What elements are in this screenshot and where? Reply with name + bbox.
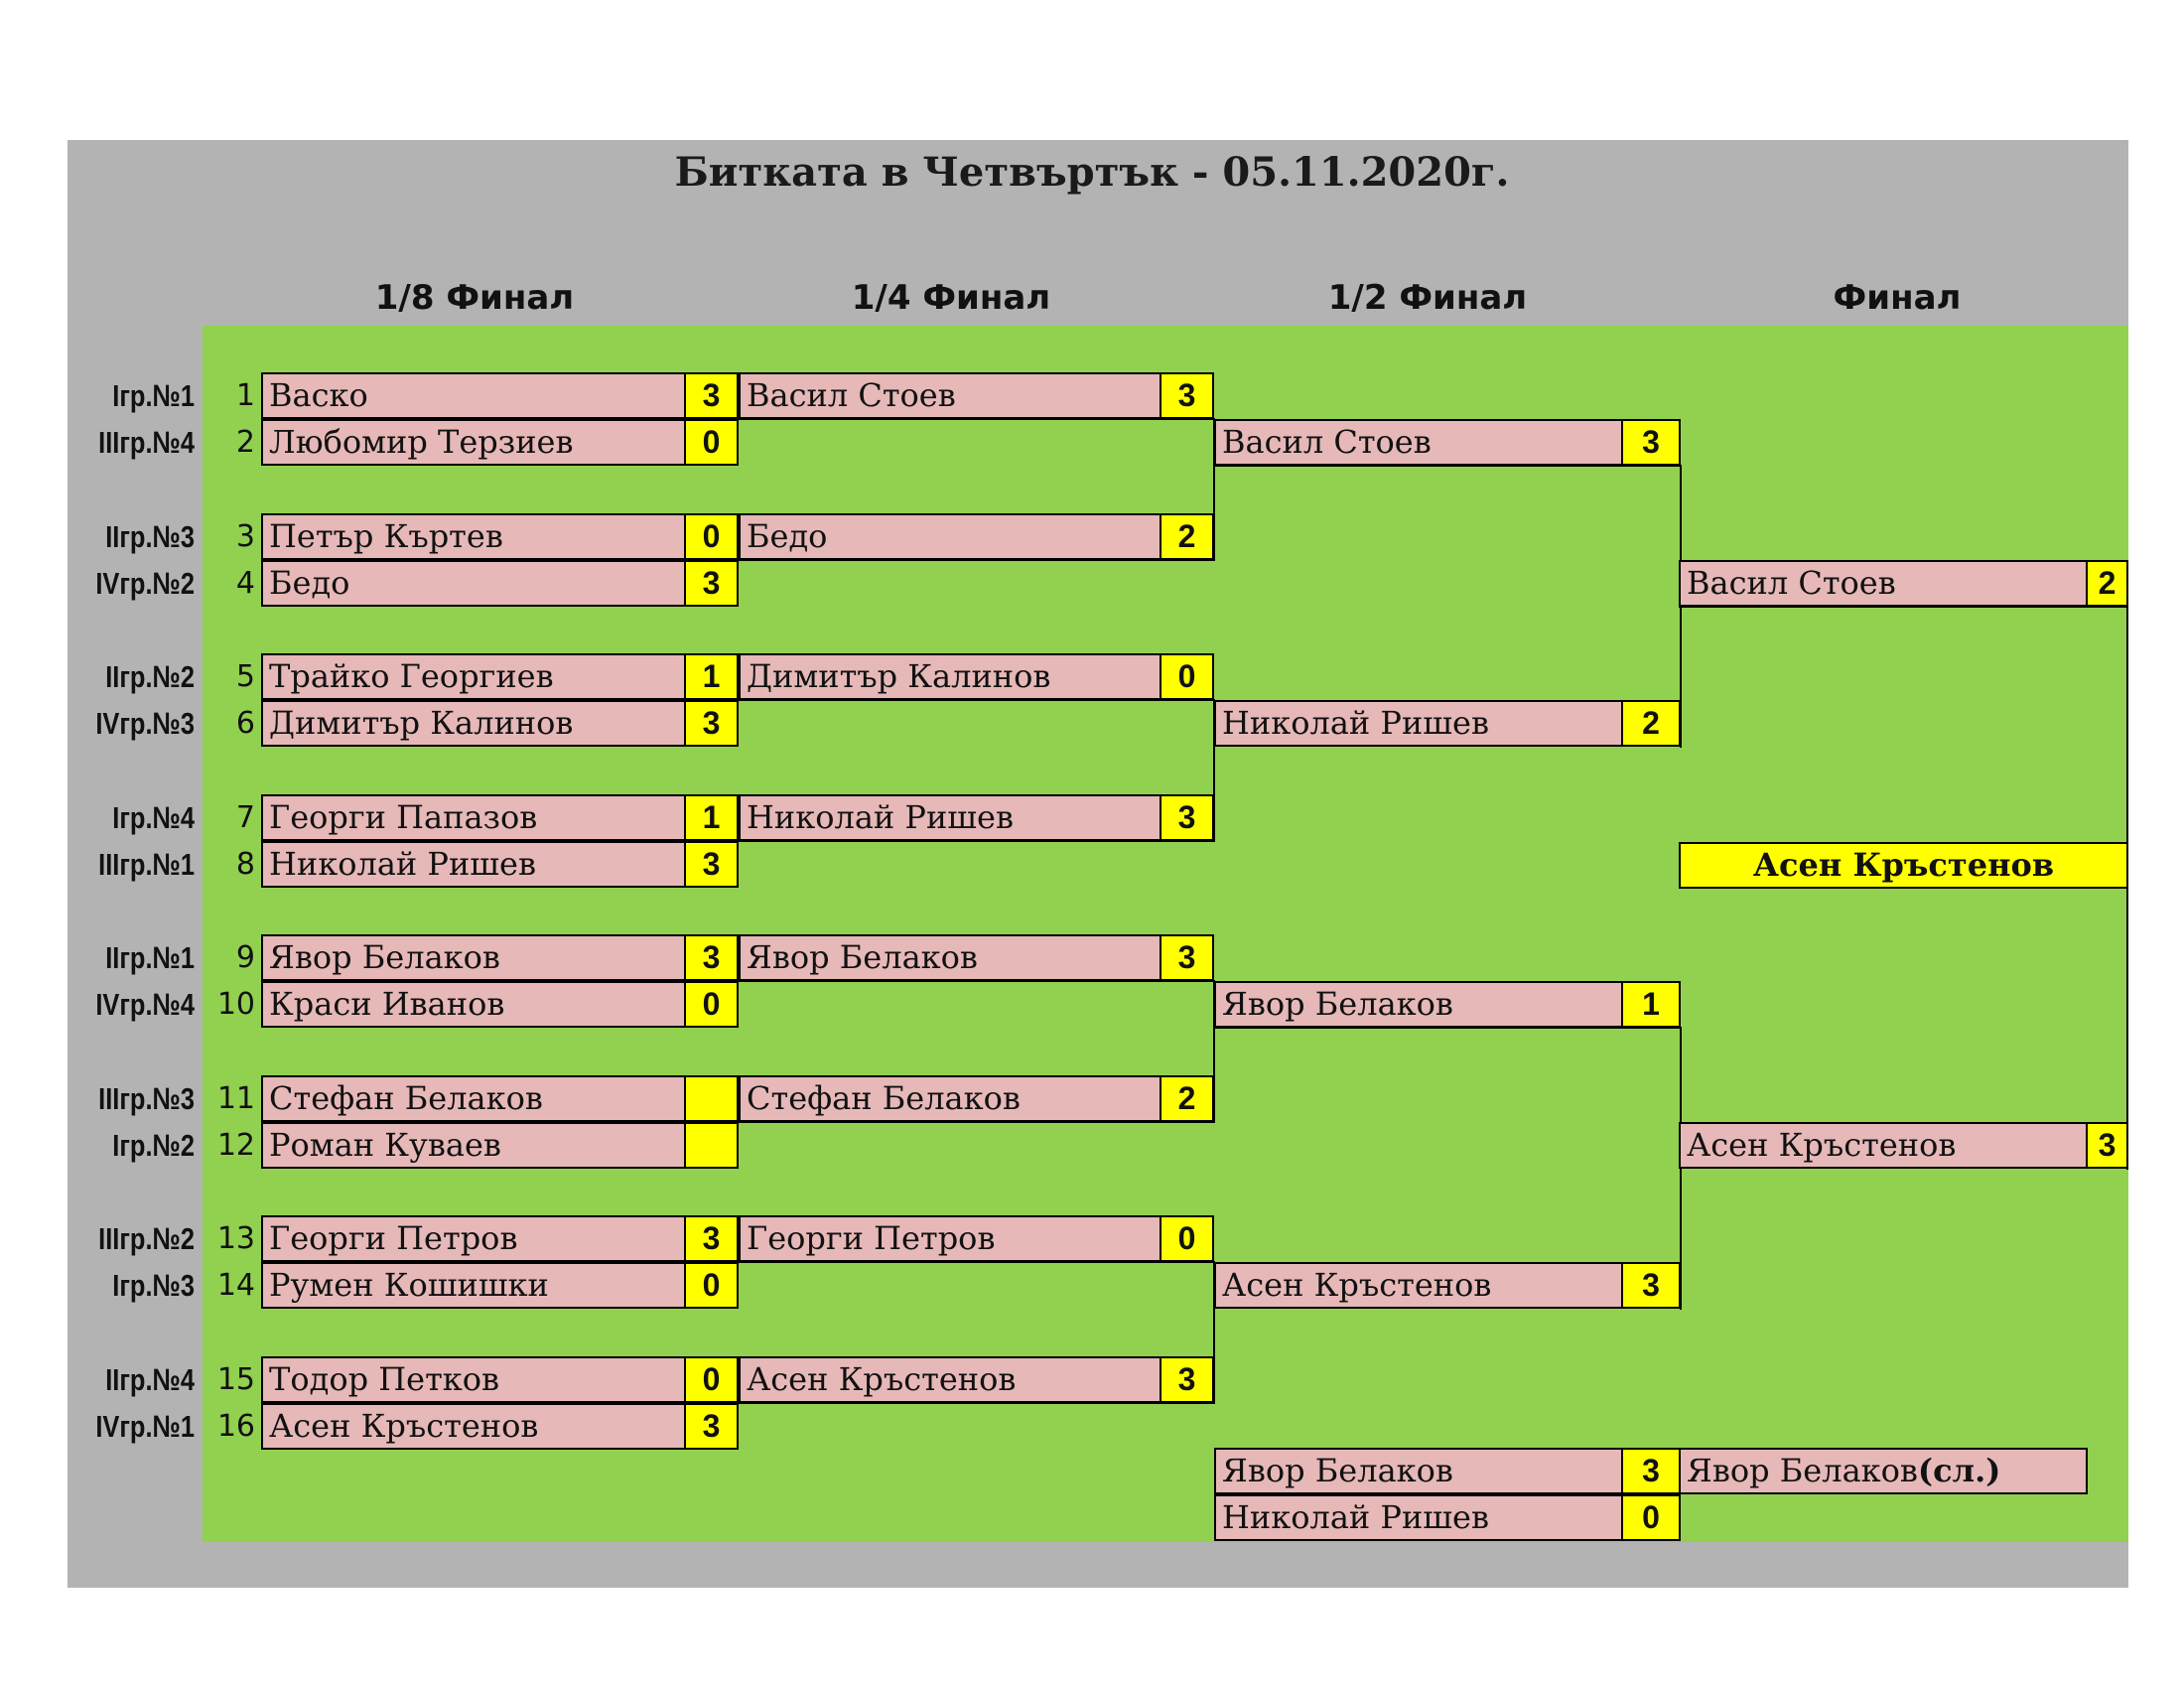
page-title: Битката в Четвъртък - 05.11.2020г. xyxy=(674,149,1510,196)
final-score: 2 xyxy=(2086,560,2128,607)
seed-number: 4 xyxy=(235,566,255,601)
group-label: IIIгр.№2 xyxy=(98,1221,195,1256)
seed-number: 9 xyxy=(235,940,255,975)
round16-name: Георги Папазов xyxy=(261,794,686,841)
final-name: Васил Стоев xyxy=(1679,560,2088,607)
third-place-name: Явор Белаков xyxy=(1214,1448,1623,1494)
bracket-line xyxy=(739,980,1214,982)
quarterfinal-score: 0 xyxy=(1160,653,1214,700)
round16-score: 3 xyxy=(684,1215,739,1262)
quarterfinal-score: 3 xyxy=(1160,372,1214,419)
round16-name: Васко xyxy=(261,372,686,419)
seed-number: 8 xyxy=(235,847,255,882)
header-semifinals: 1/2 Финал xyxy=(1327,278,1528,318)
seed-number: 13 xyxy=(216,1221,255,1256)
group-label: IIгр.№1 xyxy=(105,940,195,975)
round16-score: 3 xyxy=(684,700,739,747)
seed-number: 10 xyxy=(216,987,255,1022)
seed-number: 7 xyxy=(235,800,255,835)
round16-name: Стефан Белаков xyxy=(261,1075,686,1122)
final-name: Асен Кръстенов xyxy=(1679,1122,2088,1169)
round16-name: Димитър Калинов xyxy=(261,700,686,747)
quarterfinal-score: 3 xyxy=(1160,1356,1214,1403)
bracket-line xyxy=(1679,606,2128,608)
semifinal-score: 1 xyxy=(1621,981,1681,1028)
round16-name: Любомир Терзиев xyxy=(261,419,686,466)
third-place-suffix: (сл.) xyxy=(1917,1452,2001,1489)
round16-score: 0 xyxy=(684,981,739,1028)
bracket-line xyxy=(739,1402,1214,1404)
bracket-line xyxy=(1214,465,1681,467)
round16-score: 3 xyxy=(684,560,739,607)
round16-score: 0 xyxy=(684,419,739,466)
bracket-line xyxy=(739,559,1214,561)
round16-score: 3 xyxy=(684,934,739,981)
round16-name: Трайко Георгиев xyxy=(261,653,686,700)
quarterfinal-score: 2 xyxy=(1160,513,1214,560)
final-score: 3 xyxy=(2086,1122,2128,1169)
round16-score: 0 xyxy=(684,1262,739,1309)
seed-number: 12 xyxy=(216,1128,255,1163)
semifinal-name: Васил Стоев xyxy=(1214,419,1623,466)
seed-number: 5 xyxy=(235,659,255,694)
round16-score: 3 xyxy=(684,372,739,419)
group-label: IIгр.№2 xyxy=(105,659,195,694)
seed-number: 11 xyxy=(216,1081,255,1116)
header-round-of-16: 1/8 Финал xyxy=(374,278,575,318)
seed-number: 2 xyxy=(235,425,255,460)
quarterfinal-score: 3 xyxy=(1160,934,1214,981)
quarterfinal-score: 3 xyxy=(1160,794,1214,841)
group-label: Iгр.№1 xyxy=(112,378,195,413)
round16-score: 1 xyxy=(684,794,739,841)
round16-name: Роман Куваев xyxy=(261,1122,686,1169)
quarterfinal-name: Стефан Белаков xyxy=(739,1075,1161,1122)
quarterfinal-name: Бедо xyxy=(739,513,1161,560)
third-place-winner xyxy=(1679,1448,2088,1494)
group-label: IVгр.№1 xyxy=(95,1409,195,1444)
bracket-line xyxy=(739,840,1214,842)
seed-number: 6 xyxy=(235,706,255,741)
seed-number: 16 xyxy=(216,1409,255,1444)
semifinal-name: Явор Белаков xyxy=(1214,981,1623,1028)
bracket-line xyxy=(739,699,1214,701)
semifinal-score: 3 xyxy=(1621,1262,1681,1309)
quarterfinal-score: 2 xyxy=(1160,1075,1214,1122)
semifinal-name: Асен Кръстенов xyxy=(1214,1262,1623,1309)
semifinal-name: Николай Ришев xyxy=(1214,700,1623,747)
round16-score: 3 xyxy=(684,1403,739,1450)
round16-score xyxy=(684,1122,739,1169)
quarterfinal-name: Димитър Калинов xyxy=(739,653,1161,700)
bracket-line xyxy=(1214,1027,1681,1029)
header-quarterfinals: 1/4 Финал xyxy=(851,278,1051,318)
champion-box: Асен Кръстенов xyxy=(1679,842,2128,889)
group-label: IIIгр.№1 xyxy=(98,847,195,882)
third-place-winner-name: Явор Белаков xyxy=(1687,1452,1918,1489)
round16-score xyxy=(684,1075,739,1122)
round16-score: 0 xyxy=(684,513,739,560)
group-label: IIгр.№3 xyxy=(105,519,195,554)
group-label: Iгр.№3 xyxy=(112,1268,195,1303)
group-label: IIIгр.№4 xyxy=(98,425,195,460)
round16-name: Явор Белаков xyxy=(261,934,686,981)
round16-score: 0 xyxy=(684,1356,739,1403)
round16-score: 3 xyxy=(684,841,739,888)
semifinal-score: 3 xyxy=(1621,419,1681,466)
group-label: IVгр.№2 xyxy=(95,566,195,601)
header-final: Финал xyxy=(1833,278,1962,318)
quarterfinal-name: Явор Белаков xyxy=(739,934,1161,981)
bracket-line xyxy=(739,418,1214,420)
semifinal-score: 2 xyxy=(1621,700,1681,747)
round16-name: Краси Иванов xyxy=(261,981,686,1028)
seed-number: 3 xyxy=(235,519,255,554)
group-label: IIгр.№4 xyxy=(105,1362,195,1397)
quarterfinal-name: Георги Петров xyxy=(739,1215,1161,1262)
round16-name: Румен Кошишки xyxy=(261,1262,686,1309)
quarterfinal-score: 0 xyxy=(1160,1215,1214,1262)
round16-score: 1 xyxy=(684,653,739,700)
third-place-name: Николай Ришев xyxy=(1214,1494,1623,1541)
group-label: IVгр.№4 xyxy=(95,987,195,1022)
round16-name: Георги Петров xyxy=(261,1215,686,1262)
round16-name: Асен Кръстенов xyxy=(261,1403,686,1450)
bracket-line xyxy=(739,1121,1214,1123)
round16-name: Николай Ришев xyxy=(261,841,686,888)
quarterfinal-name: Николай Ришев xyxy=(739,794,1161,841)
group-label: Iгр.№2 xyxy=(112,1128,195,1163)
group-label: IIIгр.№3 xyxy=(98,1081,195,1116)
group-label: Iгр.№4 xyxy=(112,800,195,835)
third-place-score: 0 xyxy=(1621,1494,1681,1541)
group-label: IVгр.№3 xyxy=(95,706,195,741)
quarterfinal-name: Васил Стоев xyxy=(739,372,1161,419)
round16-name: Петър Къртев xyxy=(261,513,686,560)
seed-number: 14 xyxy=(216,1268,255,1303)
round16-name: Тодор Петков xyxy=(261,1356,686,1403)
seed-number: 1 xyxy=(235,378,255,413)
third-place-score: 3 xyxy=(1621,1448,1681,1494)
round16-name: Бедо xyxy=(261,560,686,607)
seed-number: 15 xyxy=(216,1362,255,1397)
quarterfinal-name: Асен Кръстенов xyxy=(739,1356,1161,1403)
bracket-line xyxy=(739,1261,1214,1263)
